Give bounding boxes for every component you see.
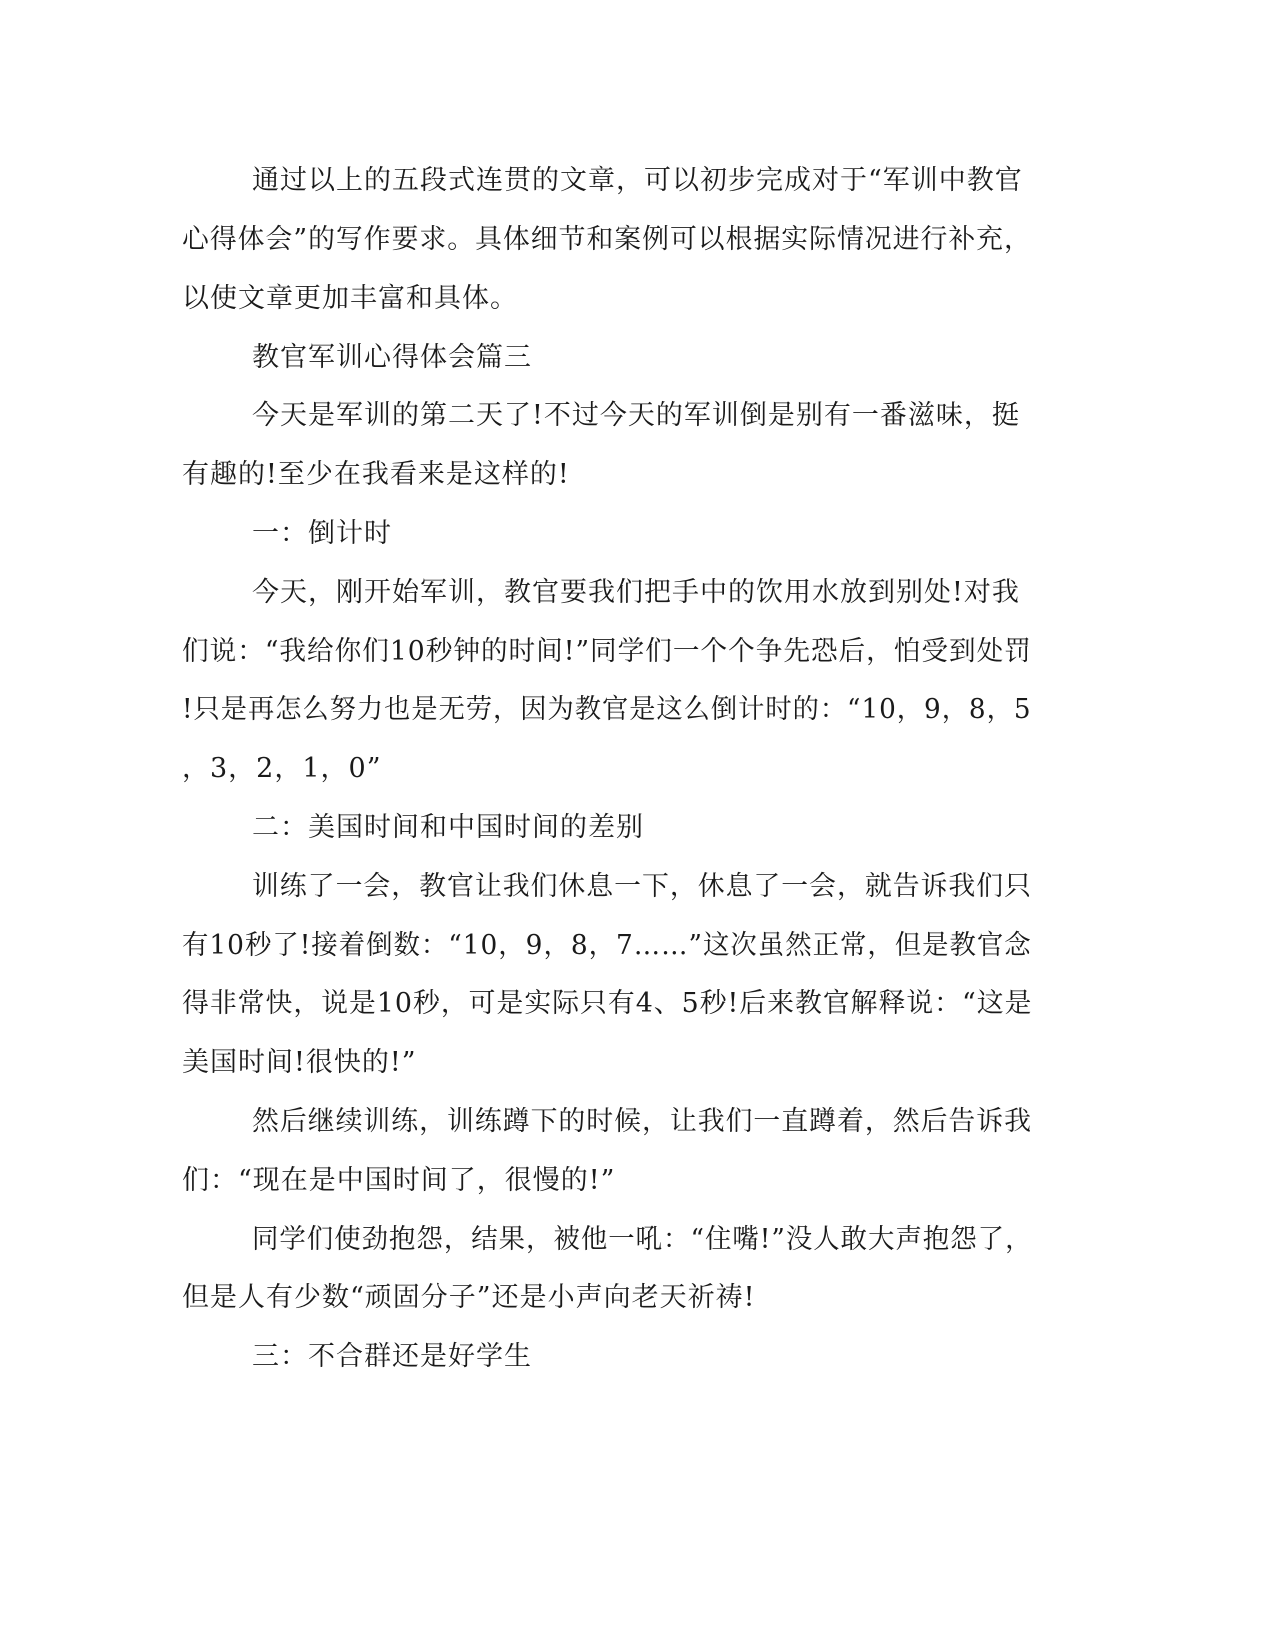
subheading: 二：美国时间和中国时间的差别 — [252, 812, 644, 843]
text-line: 有趣的!至少在我看来是这样的! — [182, 459, 570, 490]
text-line: ，3，2，1，0” — [182, 753, 382, 784]
text-line: 通过以上的五段式连贯的文章，可以初步完成对于“军训中教官 — [252, 165, 1023, 196]
text-line: 训练了一会，教官让我们休息一下，休息了一会，就告诉我们只 — [252, 871, 1033, 902]
text-line: 然后继续训练，训练蹲下的时候，让我们一直蹲着，然后告诉我 — [252, 1106, 1033, 1137]
subheading: 三：不合群还是好学生 — [252, 1341, 532, 1372]
text-line: 们说：“我给你们10秒钟的时间!”同学们一个个争先恐后，怕受到处罚 — [182, 636, 1032, 667]
text-line: 今天是军训的第二天了!不过今天的军训倒是别有一番滋味，挺 — [252, 400, 1020, 431]
text-line: 得非常快，说是10秒，可是实际只有4、5秒!后来教官解释说：“这是 — [182, 988, 1033, 1019]
text-line: 心得体会”的写作要求。具体细节和案例可以根据实际情况进行补充， — [182, 224, 1032, 255]
text-line: 美国时间!很快的!” — [182, 1047, 417, 1078]
text-line: 有10秒了!接着倒数：“10，9，8，7……”这次虽然正常，但是教官念 — [182, 930, 1032, 961]
text-line: 今天，刚开始军训，教官要我们把手中的饮用水放到别处!对我 — [252, 577, 1020, 608]
text-line: 但是人有少数“顽固分子”还是小声向老天祈祷! — [182, 1282, 756, 1313]
text-line: 们：“现在是中国时间了，很慢的!” — [182, 1165, 616, 1196]
section-heading: 教官军训心得体会篇三 — [252, 342, 532, 373]
text-line: 以使文章更加丰富和具体。 — [182, 283, 518, 314]
text-line: !只是再怎么努力也是无劳，因为教官是这么倒计时的：“10，9，8，5 — [182, 694, 1032, 725]
text-line: 同学们使劲抱怨，结果，被他一吼：“住嘴!”没人敢大声抱怨了， — [252, 1224, 1033, 1255]
subheading: 一：倒计时 — [252, 518, 392, 549]
